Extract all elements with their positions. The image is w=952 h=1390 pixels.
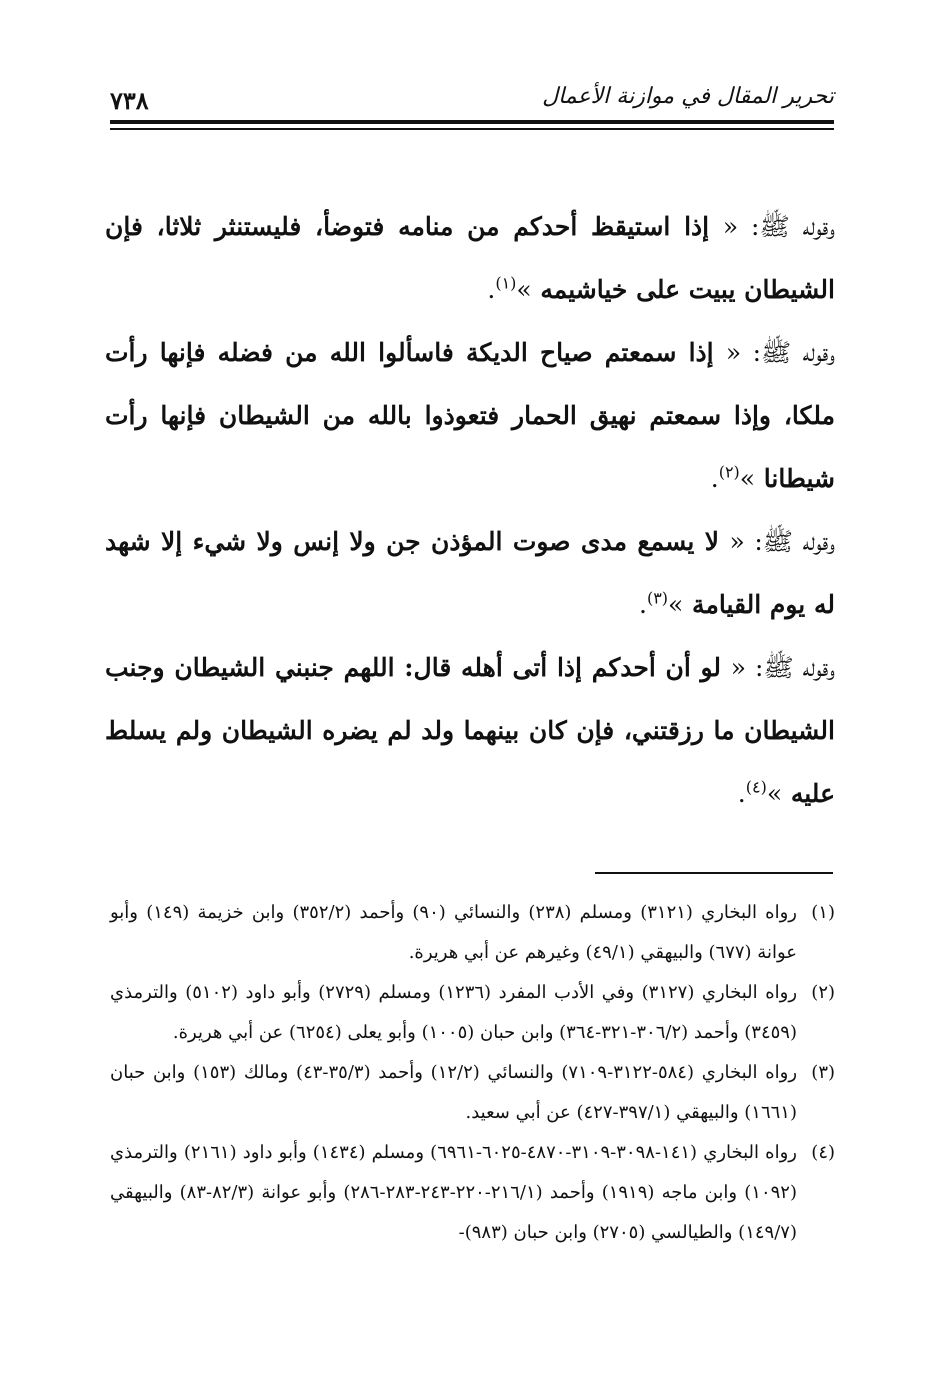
page-header (110, 80, 834, 116)
footnote-text: رواه البخاري (١٤١-٣٠٩٨-٣١٠٩-٤٨٧٠-٦٠٢٥-٦٩٦١) ومسلم (١٤٣٤) وأبو داود (٢١٦١) والترمذي (١٠٩٢) وابن ماجه (١٩١٩) وأحمد (٢١٦/١-٢٢٠-٢٤٣-٢٨٣-٢٨٦) وأبو عوانة (٨٢/٣-٨٣) والبيهقي (١٤٩/٧) والطيالسي (٢٧٠٥) وابن حبان (٩٨٣)- (110, 1142, 798, 1243)
paragraph-end: . (710, 464, 719, 493)
footnote-ref: (٣) (646, 588, 669, 608)
quote-close: » (766, 779, 783, 808)
footnotes (110, 893, 835, 1253)
book-title: تحرير المقال في موازنة الأعمال (542, 84, 834, 109)
footnote-number: (٢) (811, 982, 836, 1003)
hadith-text: لا يسمع مدى صوت المؤذن جن ولا إنس ولا شيء إلا شهد له يوم القيامة (105, 527, 835, 619)
hadith-text: لو أن أحدكم إذا أتى أهله قال: اللهم جنبني الشيطان وجنب الشيطان ما رزقتني، فإن كان بينهما ولد لم يضره الشيطان ولم يسلط عليه (105, 653, 835, 808)
footnote-4 (110, 1133, 835, 1253)
footnote-ref: (٤) (745, 777, 767, 797)
quote-close: » (516, 275, 532, 304)
hadith-text: إذا استيقظ أحدكم من منامه فتوضأ، فليستنثر ثلاثا، فإن الشيطان يبيت على خياشيمه (105, 212, 835, 304)
footnote-3 (110, 1053, 835, 1133)
footnote-number: (٣) (811, 1062, 836, 1083)
footnote-2 (110, 973, 835, 1053)
header-rule-thick (110, 120, 834, 124)
footnote-ref: (٢) (718, 462, 740, 482)
footnote-ref: (١) (495, 273, 517, 293)
paragraph-intro: وقوله ﷺ: « (730, 653, 835, 682)
footnote-text: رواه البخاري (٣١٢١) ومسلم (٢٣٨) والنسائي (٩٠) وأحمد (٣٥٢/٢) وابن خزيمة (١٤٩) وأبو عوانة (٦٧٧) والبيهقي (٤٩/١) وغيرهم عن أبي هريرة. (110, 902, 797, 963)
footnote-number: (٤) (811, 1142, 836, 1163)
quote-close: » (739, 464, 756, 493)
body-text (105, 195, 835, 825)
paragraph-end: . (737, 779, 746, 808)
paragraph-3 (105, 510, 835, 636)
paragraph-intro: وقوله ﷺ: « (725, 338, 835, 367)
footnote-separator (595, 872, 833, 874)
page-number: ٧٣٨ (110, 86, 149, 115)
footnote-1 (110, 893, 835, 973)
footnote-text: رواه البخاري (٣١٢٧) وفي الأدب المفرد (١٢٣٦) ومسلم (٢٧٢٩) وأبو داود (٥١٠٢) والترمذي (٣٤٥٩) وأحمد (٣٠٦/٢-٣٢١-٣٦٤) وابن حبان (١٠٠٥) وأبو يعلى (٦٢٥٤) عن أبي هريرة. (110, 982, 798, 1043)
paragraph-intro: وقوله ﷺ: « (729, 527, 835, 556)
footnote-number: (١) (811, 902, 835, 923)
footnote-text: رواه البخاري (٥٨٤-٣١٢٢-٧١٠٩) والنسائي (١٢/٢) وأحمد (٣٥/٣-٤٣) ومالك (١٥٣) وابن حبان (١٦٦١) والبيهقي (٣٩٧/١-٤٢٧) عن أبي سعيد. (110, 1062, 798, 1123)
quote-close: » (668, 590, 684, 619)
paragraph-intro: وقوله ﷺ: « (722, 212, 835, 241)
paragraph-4 (105, 636, 835, 825)
paragraph-2 (105, 321, 835, 510)
paragraph-end: . (487, 275, 496, 304)
paragraph-end: . (639, 590, 647, 619)
header-rule-thin (110, 128, 834, 130)
hadith-text: إذا سمعتم صياح الديكة فاسألوا الله من فضله فإنها رأت ملكا، وإذا سمعتم نهيق الحمار فتعوذوا بالله من الشيطان فإنها رأت شيطانا (105, 338, 835, 493)
paragraph-1 (105, 195, 835, 321)
